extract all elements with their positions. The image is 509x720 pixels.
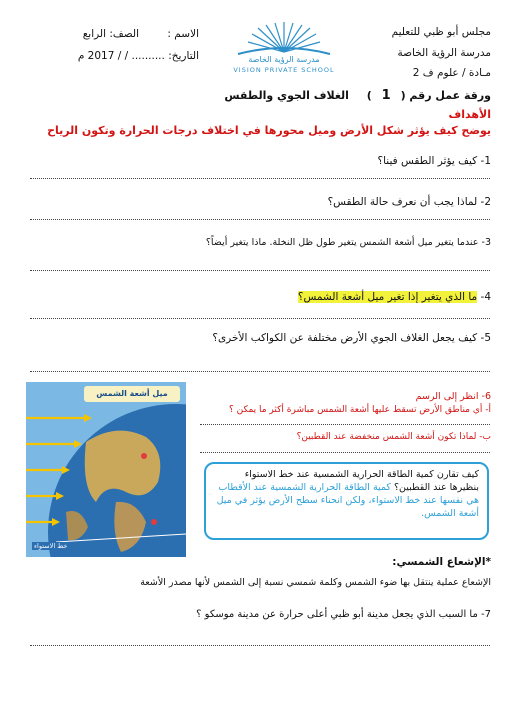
info-box-answer: كمية الطاقة الحرارية الشمسية عند الأقطاب هي نفسها عند خط الاستواء، ولكن انحناء سطح الأرض يؤثر في ميل أشعة الشمس. xyxy=(216,482,479,519)
answer-line xyxy=(30,219,490,220)
answer-line xyxy=(30,270,490,271)
question-text: كيف يؤثر الطقس فينا؟ xyxy=(377,155,478,167)
radiation-heading: *الإشعاع الشمسي: xyxy=(392,556,491,568)
info-box xyxy=(204,462,489,540)
question-6-lead: 6- انظر إلى الرسم xyxy=(415,391,491,402)
question-6-a: أ- أي مناطق الأرض تسقط عليها أشعة الشمس مباشرة أكثر ما يمكن ؟ xyxy=(228,405,491,415)
worksheet-number-suffix: ) xyxy=(366,89,372,102)
objectives-heading: الأهداف xyxy=(448,108,491,121)
worksheet-number: 1 xyxy=(381,88,391,103)
globe-sun-rays-illustration xyxy=(26,382,186,557)
name-label: الاسم : xyxy=(167,28,199,40)
question-number: 1- xyxy=(480,155,491,167)
question-2 xyxy=(328,196,491,208)
equator-label: خط الاستواء xyxy=(34,542,68,550)
school-logo xyxy=(218,22,350,78)
question-number: 4- xyxy=(480,291,491,303)
figure-title: ميل أشعة الشمس xyxy=(84,386,180,402)
worksheet-title: الغلاف الجوي والطقس xyxy=(224,89,349,102)
question-6-b: ب- لماذا تكون أشعة الشمس منخفضة عند القطبين؟ xyxy=(296,432,491,442)
question-1 xyxy=(378,155,492,167)
question-text-highlighted: ما الذي يتغير إذا تغير ميل أشعة الشمس؟ xyxy=(297,291,478,303)
objectives-text: يوضح كيف يؤثر شكل الأرض وميل محورها في اختلاف درجات الحرارة وتكون الرياح xyxy=(47,124,491,137)
council-name: مجلس أبو ظبي للتعليم xyxy=(391,26,491,38)
logo-english: VISION PRIVATE SCHOOL xyxy=(233,66,335,74)
worksheet-title-line xyxy=(224,88,491,103)
info-box-question: كيف تقارن كمية الطاقة الحرارية الشمسية عند خط الاستواء بنظيرها عند القطبين؟ xyxy=(244,469,479,493)
logo-arabic: مدرسة الرؤية الخاصة xyxy=(248,55,320,64)
subject-line: مـادة / علوم ف 2 xyxy=(412,67,491,79)
question-3 xyxy=(206,237,491,248)
question-5 xyxy=(212,332,491,344)
radiation-definition: الإشعاع عملية ينتقل بها ضوء الشمس وكلمة شمسي نسبة إلى الشمس لأنها مصدر الأشعة xyxy=(140,577,491,588)
question-number: 2- xyxy=(480,196,491,208)
answer-line xyxy=(200,424,490,425)
question-text: كيف يجعل الغلاف الجوي الأرض مختلفة عن الكواكب الأخرى؟ xyxy=(212,332,478,344)
sun-rays-figure xyxy=(26,382,186,557)
question-4 xyxy=(298,291,491,303)
answer-line xyxy=(30,645,490,646)
answer-line xyxy=(30,318,490,319)
school-name: مدرسة الرؤية الخاصة xyxy=(397,47,491,59)
grade-label: الصف: الرابع xyxy=(82,28,139,40)
question-text: لماذا يجب أن نعرف حالة الطقس؟ xyxy=(327,196,478,208)
question-number: 3- xyxy=(481,237,491,248)
answer-line xyxy=(200,452,490,453)
date-line: التاريخ: .......... / / 2017 م xyxy=(77,50,199,62)
answer-line xyxy=(30,178,490,179)
answer-line xyxy=(30,371,490,372)
question-text: عندما يتغير ميل أشعة الشمس يتغير طول ظل النخلة. ماذا يتغير أيضاً؟ xyxy=(205,237,479,248)
info-box-text xyxy=(214,468,479,520)
worksheet-number-prefix: ورقة عمل رقم ( xyxy=(400,89,491,102)
question-number: 5- xyxy=(480,332,491,344)
question-7: 7- ما السبب الذي يجعل مدينة أبو ظبي أعلى حرارة عن مدينة موسكو ؟ xyxy=(196,609,491,620)
